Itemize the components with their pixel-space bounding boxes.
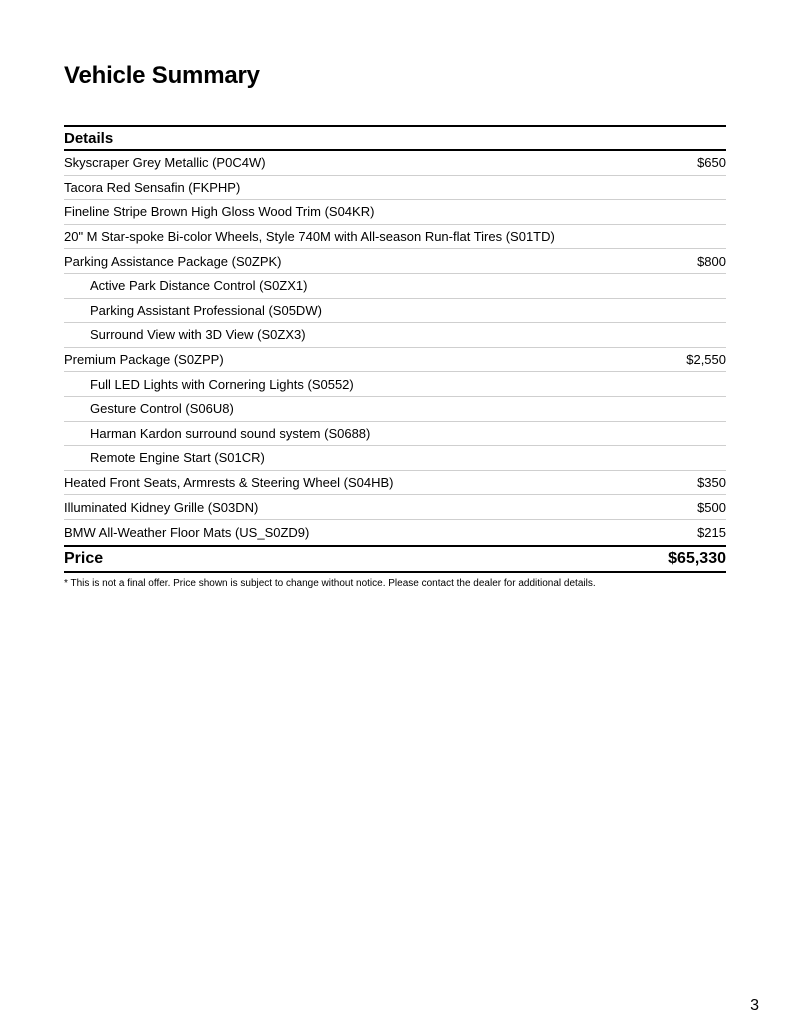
line-item-label: 20" M Star-spoke Bi-color Wheels, Style 740M with All-season Run-flat Tires (S01TD) <box>64 229 555 245</box>
line-item-price: $215 <box>697 524 726 540</box>
line-item-sub <box>64 372 726 397</box>
line-item <box>64 200 726 225</box>
line-item <box>64 225 726 250</box>
line-item <box>64 151 726 176</box>
line-item-label: Heated Front Seats, Armrests & Steering Wheel (S04HB) <box>64 475 394 491</box>
details-section-header <box>64 125 726 151</box>
line-item-label: Gesture Control (S06U8) <box>90 401 234 417</box>
line-item-label: Parking Assistance Package (S0ZPK) <box>64 253 282 269</box>
line-item-sub <box>64 274 726 299</box>
line-item-label: Active Park Distance Control (S0ZX1) <box>90 278 308 294</box>
line-item <box>64 520 726 545</box>
line-item <box>64 495 726 520</box>
line-item-label: Illuminated Kidney Grille (S03DN) <box>64 499 259 515</box>
total-price-row <box>64 545 726 573</box>
line-item-label: Skyscraper Grey Metallic (P0C4W) <box>64 155 266 171</box>
line-item-sub <box>64 397 726 422</box>
line-item-price: $350 <box>697 475 726 491</box>
line-item <box>64 348 726 373</box>
line-item-label: Parking Assistant Professional (S05DW) <box>90 302 322 318</box>
line-item-sub <box>64 323 726 348</box>
line-item-sub <box>64 446 726 471</box>
line-item-label: Premium Package (S0ZPP) <box>64 352 224 368</box>
line-item-label: Harman Kardon surround sound system (S0688) <box>90 425 371 441</box>
disclaimer-note: * This is not a final offer. Price shown is subject to change without notice. Please contact the dealer for additional details. <box>64 577 596 589</box>
total-price-value: $65,330 <box>668 549 726 567</box>
line-item-price: $650 <box>697 155 726 171</box>
line-item-sub <box>64 299 726 324</box>
total-price-label: Price <box>64 549 104 567</box>
line-item <box>64 176 726 201</box>
line-item-price: $500 <box>697 499 726 515</box>
line-item-price: $2,550 <box>686 352 726 368</box>
line-item <box>64 471 726 496</box>
line-item-label: Fineline Stripe Brown High Gloss Wood Trim (S04KR) <box>64 204 375 220</box>
page-title: Vehicle Summary <box>64 62 260 89</box>
line-item-label: Full LED Lights with Cornering Lights (S0552) <box>90 376 354 392</box>
vehicle-summary-table <box>64 125 726 589</box>
details-header-label: Details <box>64 129 114 147</box>
page-number: 3 <box>750 997 759 1014</box>
line-item-label: Remote Engine Start (S01CR) <box>90 450 265 466</box>
line-item-sub <box>64 422 726 447</box>
line-items <box>64 151 726 545</box>
line-item-price: $800 <box>697 253 726 269</box>
line-item-label: Surround View with 3D View (S0ZX3) <box>90 327 306 343</box>
line-item-label: Tacora Red Sensafin (FKPHP) <box>64 179 241 195</box>
line-item <box>64 249 726 274</box>
line-item-label: BMW All-Weather Floor Mats (US_S0ZD9) <box>64 524 310 540</box>
